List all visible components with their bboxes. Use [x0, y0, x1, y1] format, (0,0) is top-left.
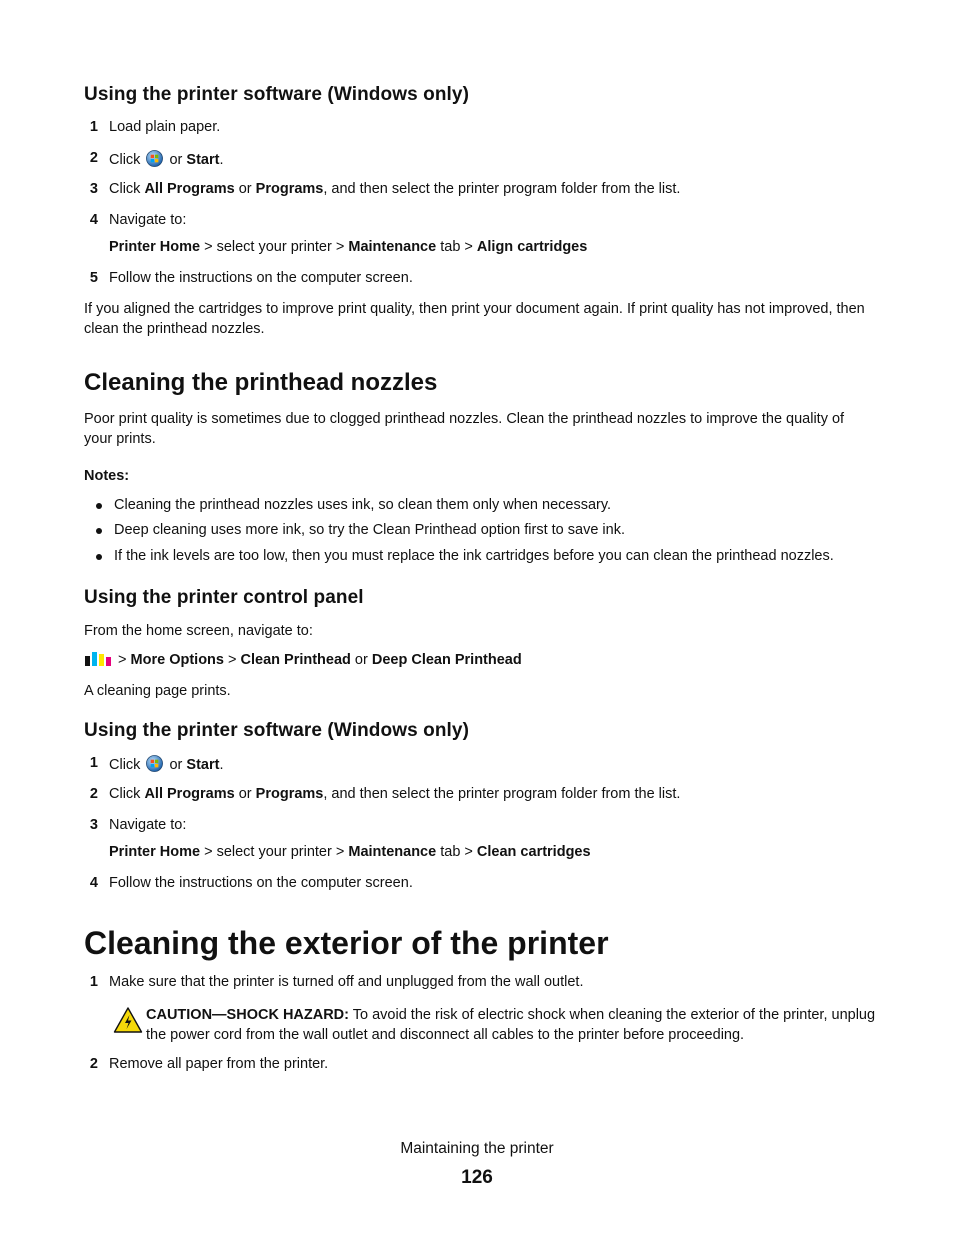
navigation-path: > More Options > Clean Printhead or Deep Clean Printhead — [84, 651, 522, 668]
windows-start-icon — [146, 755, 163, 772]
section-heading-control-panel: Using the printer control panel — [84, 587, 364, 608]
windows-start-icon — [146, 150, 163, 167]
step-number: 2 — [89, 150, 98, 166]
paragraph: Poor print quality is sometimes due to clogged printhead nozzles. Clean the printhead nozzles to improve the quality of your prints. — [84, 411, 845, 447]
ink-levels-icon — [84, 651, 114, 667]
caution-note: CAUTION—SHOCK HAZARD: To avoid the risk of electric shock when cleaning the exterior of the printer, unplug the power cord from the wall outlet and disconnect all cables to the printer before proceeding. — [146, 1007, 876, 1043]
navigation-path: Printer Home > select your printer > Maintenance tab > Clean cartridges — [109, 844, 591, 860]
navigation-path: Printer Home > select your printer > Maintenance tab > Align cartridges — [109, 239, 588, 255]
footer-section-title: Maintaining the printer — [400, 1140, 554, 1157]
bullet — [96, 528, 102, 534]
page-number: 126 — [461, 1167, 493, 1188]
step-number: 1 — [89, 119, 98, 135]
step-number: 2 — [89, 1056, 98, 1072]
note-item: Deep cleaning uses more ink, so try the Clean Printhead option first to save ink. — [114, 522, 625, 538]
bullet — [96, 554, 102, 560]
step-number: 4 — [89, 875, 98, 891]
caution-shock-icon — [113, 1006, 143, 1034]
paragraph: If you aligned the cartridges to improve print quality, then print your document again. If print quality has not improved, then clean the printhead nozzles. — [84, 301, 865, 337]
note-item: Cleaning the printhead nozzles uses ink, so clean them only when necessary. — [114, 497, 612, 513]
step-text: Load plain paper. — [109, 119, 221, 135]
section-heading-software-2: Using the printer software (Windows only) — [84, 720, 469, 741]
step-number: 1 — [89, 974, 98, 990]
step-number: 3 — [89, 817, 98, 833]
step-number: 3 — [89, 181, 98, 197]
step-text: Make sure that the printer is turned off and unplugged from the wall outlet. — [109, 974, 584, 990]
step-text: Follow the instructions on the computer screen. — [109, 270, 413, 286]
step-number: 2 — [89, 786, 98, 802]
step-text: Navigate to: — [109, 817, 187, 833]
step-text: Click All Programs or Programs, and then select the printer program folder from the list. — [109, 786, 681, 802]
step-text: Click or Start. — [109, 152, 224, 168]
note-item: If the ink levels are too low, then you must replace the ink cartridges before you can clean the printhead nozzles. — [114, 548, 834, 564]
notes-label: Notes: — [84, 468, 130, 484]
step-text: Click or Start. — [109, 757, 224, 773]
chapter-heading-cleaning-exterior: Cleaning the exterior of the printer — [84, 925, 609, 961]
bullet — [96, 503, 102, 509]
section-heading-cleaning-nozzles: Cleaning the printhead nozzles — [84, 369, 438, 396]
step-text: Navigate to: — [109, 212, 187, 228]
paragraph: From the home screen, navigate to: — [84, 623, 313, 639]
step-text: Remove all paper from the printer. — [109, 1056, 329, 1072]
step-number: 4 — [89, 212, 98, 228]
section-heading-software-1: Using the printer software (Windows only) — [84, 84, 469, 105]
step-text: Click All Programs or Programs, and then select the printer program folder from the list. — [109, 181, 681, 197]
step-text: Follow the instructions on the computer screen. — [109, 875, 413, 891]
paragraph: A cleaning page prints. — [84, 683, 231, 699]
step-number: 5 — [89, 270, 98, 286]
step-number: 1 — [89, 755, 98, 771]
